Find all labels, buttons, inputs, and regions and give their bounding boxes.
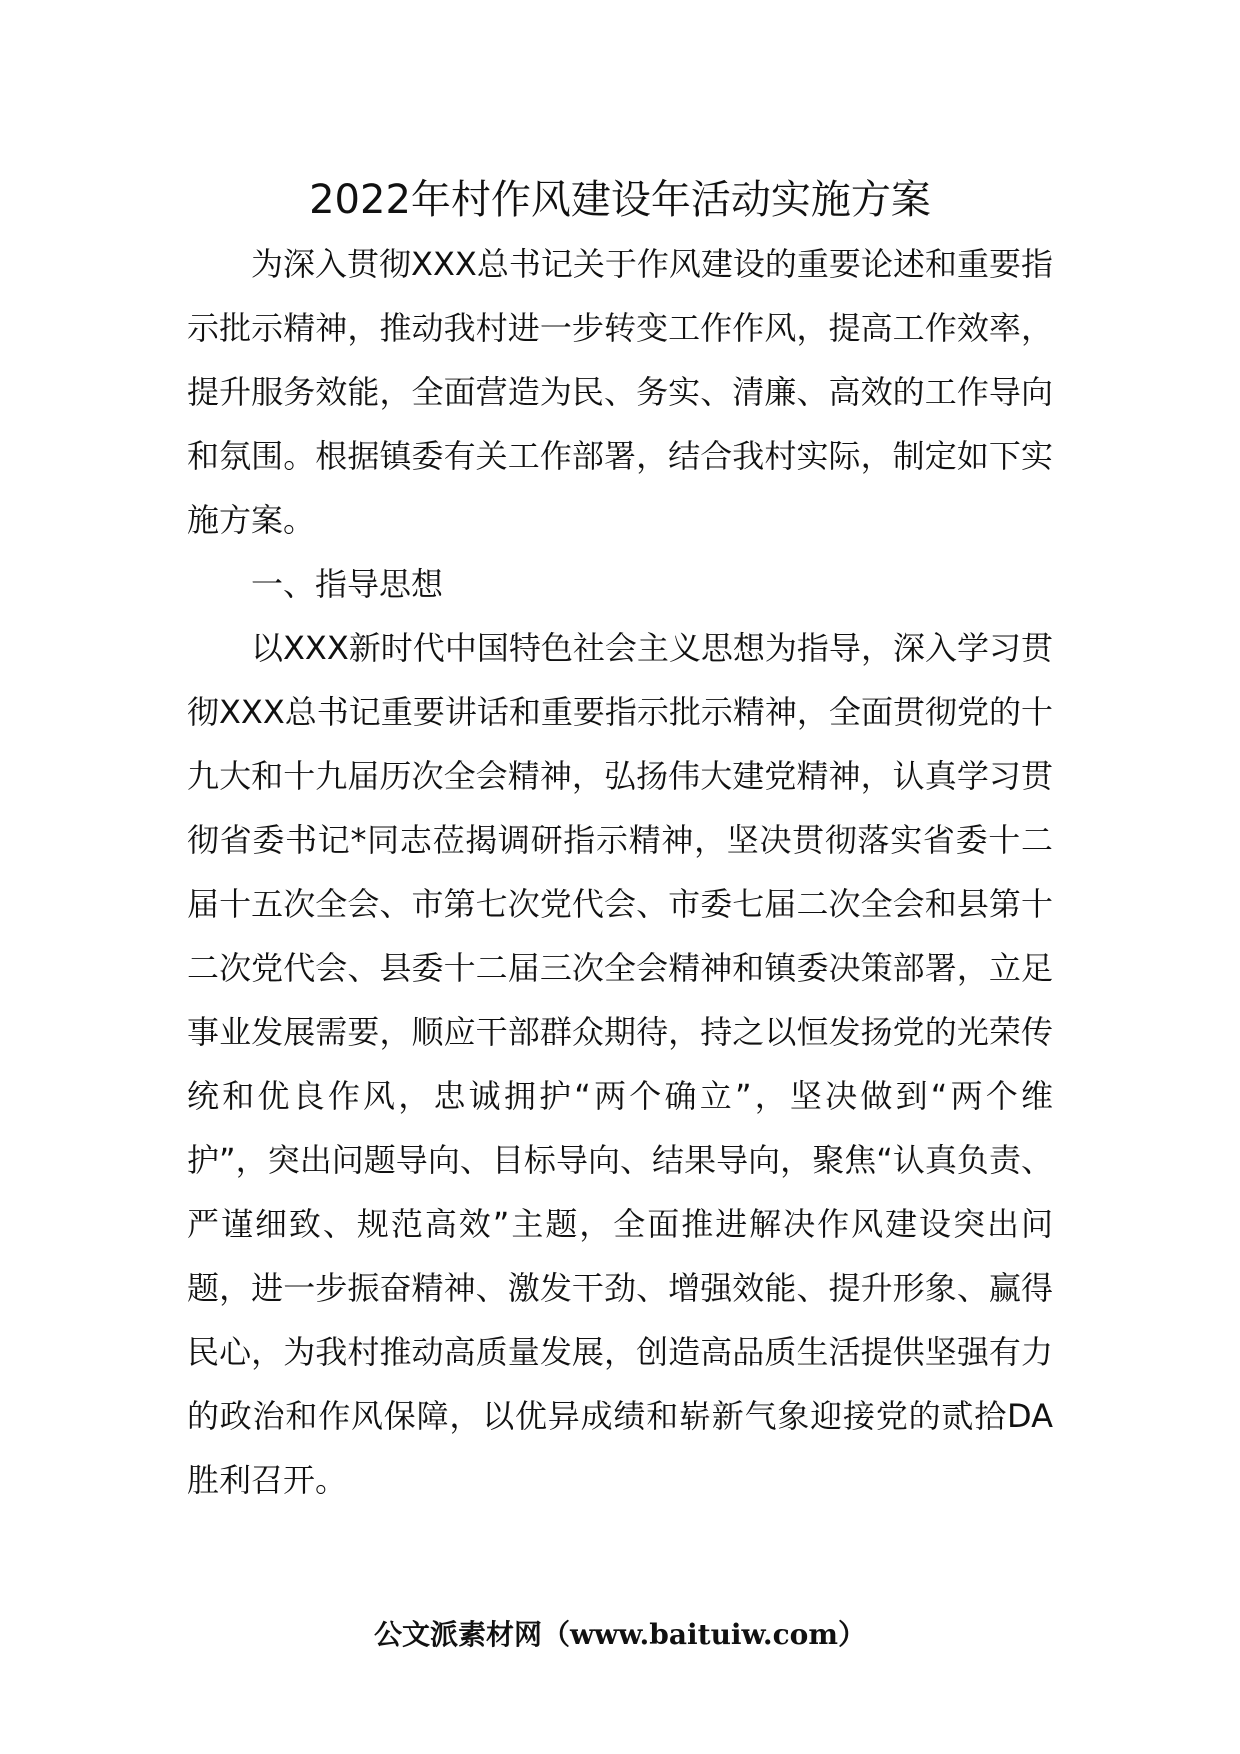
source-watermark: 公文派素材网（www.baituiw.com） <box>374 1618 866 1651</box>
document-title: 2022年村作风建设年活动实施方案 <box>309 177 931 223</box>
intro-paragraph: 为深入贯彻XXX总书记关于作风建设的重要论述和重要指示批示精神，推动我村进一步转变工作作风，提高工作效率，提升服务效能，全面营造为民、务实、清廉、高效的工作导向和氛围。根据镇委有关工作部署，结合我村实际，制定如下实施方案。 <box>187 245 1053 539</box>
guiding-ideology-paragraph: 以XXX新时代中国特色社会主义思想为指导，深入学习贯彻XXX总书记重要讲话和重要指示批示精神，全面贯彻党的十九大和十九届历次全会精神，弘扬伟大建党精神，认真学习贯彻省委书记*同志莅揭调研指示精神，坚决贯彻落实省委十二届十五次全会、市第七次党代会、市委七届二次全会和县第十二次党代会、县委十二届三次全会精神和镇委决策部署，立足事业发展需要，顺应干部群众期待，持之以恒发扬党的光荣传统和优良作风，忠诚拥护“两个确立”，坚决做到“两个维护”，突出问题导向、目标导向、结果导向，聚焦“认真负责、严谨细致、规范高效”主题，全面推进解决作风建设突出问题，进一步振奋精神、激发干劲、增强效能、提升形象、赢得民心，为我村推动高质量发展，创造高品质生活提供坚强有力的政治和作风保障，以优异成绩和崭新气象迎接党的贰拾DA胜利召开。 <box>187 629 1053 1499</box>
section-heading-guiding-ideology: 一、指导思想 <box>251 565 444 603</box>
document-body <box>187 232 1053 1512</box>
